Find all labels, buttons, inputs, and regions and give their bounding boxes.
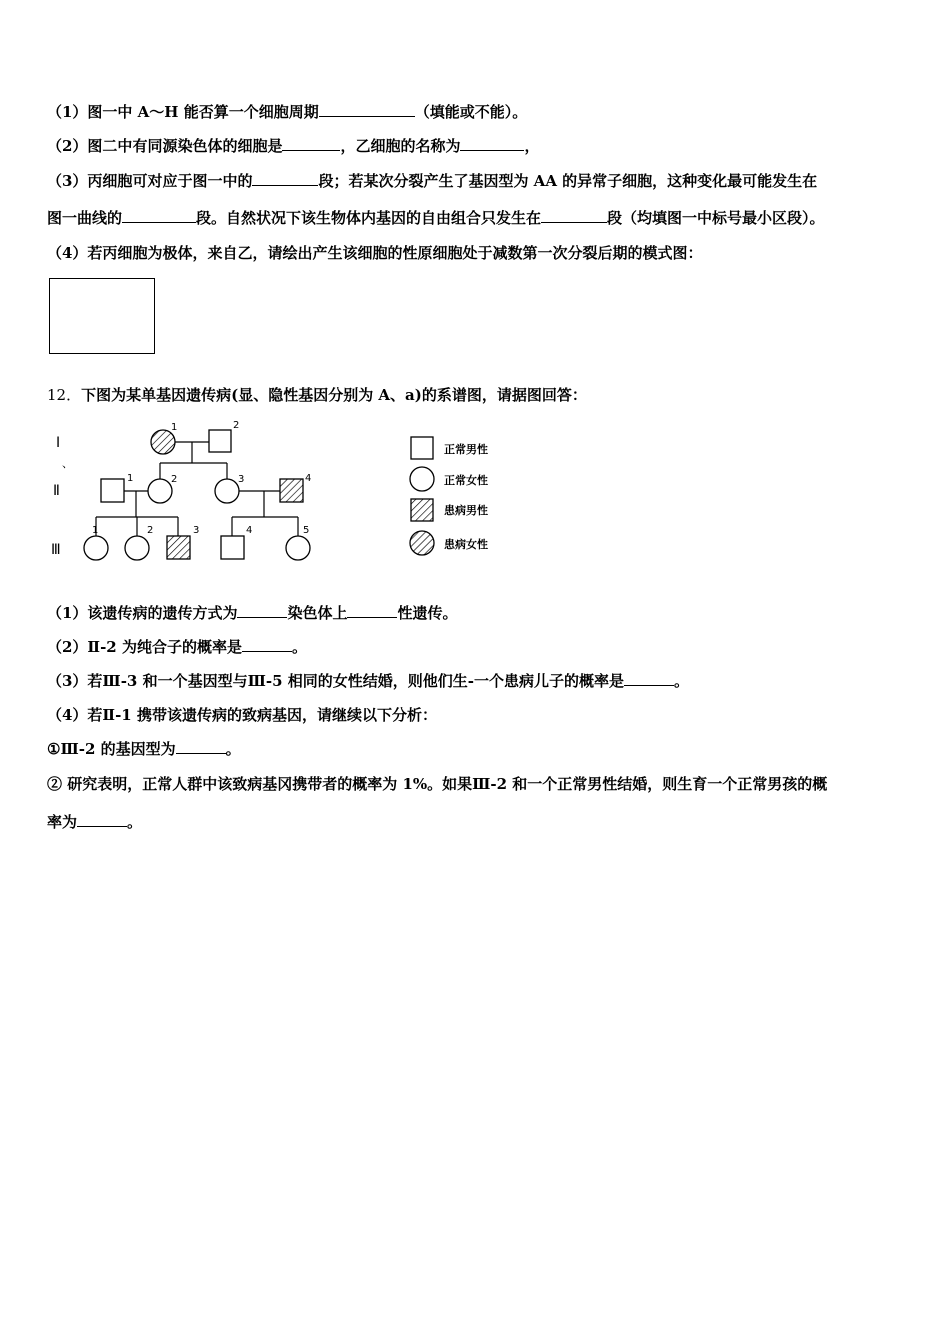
q-text: 。 [291, 638, 307, 656]
generation-label-2: Ⅱ [53, 483, 60, 499]
individual-I-1 [151, 430, 175, 454]
question-12-stem [47, 385, 587, 405]
label-I-2: 2 [233, 420, 240, 431]
individual-II-3 [215, 479, 239, 503]
individual-II-2 [148, 479, 172, 503]
individual-III-3 [167, 536, 190, 559]
q-text: （1）该遗传病的遗传方式为 [47, 604, 238, 622]
question-part1-3a [47, 171, 817, 191]
q-text: 。 [225, 740, 241, 758]
label-II-3: 3 [238, 474, 245, 485]
question-12-2 [47, 637, 307, 657]
q-text: 。 [127, 813, 143, 831]
q-text: 图一曲线的 [47, 209, 123, 227]
question-number: 12． [47, 386, 82, 404]
q-text: （4）若丙细胞为极体，来自乙，请绘出产生该细胞的性原细胞处于减数第一次分裂后期的模式图： [47, 244, 703, 262]
answer-blank[interactable] [624, 671, 674, 686]
label-II-4: 4 [305, 473, 312, 484]
question-12-1 [47, 603, 457, 623]
label-III-3: 3 [193, 525, 200, 536]
answer-blank[interactable] [460, 136, 524, 151]
answer-blank[interactable] [237, 603, 287, 618]
answer-blank[interactable] [122, 208, 196, 223]
q-text: 段。自然状况下该生物体内基因的自由组合只发生在 [196, 209, 542, 227]
legend-affected-male-symbol [411, 499, 433, 521]
question-12-4-2a [47, 774, 827, 794]
q-text: ② 研究表明，正常人群中该致病基冈携带者的概率为 1%。如果Ⅲ-2 和一个正常男性结婚，则生育一个正常男孩的概 [47, 775, 828, 793]
label-III-2: 2 [147, 525, 154, 536]
legend-affected-female-symbol [410, 531, 434, 555]
generation-label-mark: 、 [62, 457, 73, 470]
generation-label-1: Ⅰ [56, 435, 61, 451]
question-part1-2 [47, 136, 539, 156]
q-text: 性遗传。 [397, 604, 458, 622]
q-text: （1）图一中 A～H 能否算一个细胞周期 [47, 103, 319, 121]
q-text: （4）若Ⅱ-1 携带该遗传病的致病基因，请继续以下分析： [47, 706, 437, 724]
legend-affected-male-label: 患病男性 [444, 504, 488, 517]
label-II-1: 1 [127, 473, 134, 484]
question-part1-3b [47, 208, 825, 228]
question-12-4-2b [47, 812, 142, 832]
legend-normal-male-label: 正常男性 [444, 443, 488, 456]
pedigree-chart [40, 415, 520, 575]
drawing-answer-box[interactable] [49, 278, 155, 354]
q-text: ，乙细胞的名称为 [340, 137, 461, 155]
question-part1-1 [47, 102, 527, 122]
legend-normal-female-symbol [410, 467, 434, 491]
individual-II-1 [101, 479, 124, 502]
q-text: （2）图二中有同源染色体的细胞是 [47, 137, 283, 155]
generation-label-3: Ⅲ [51, 542, 61, 558]
answer-blank[interactable] [541, 208, 607, 223]
answer-blank[interactable] [319, 102, 415, 117]
label-I-1: 1 [171, 422, 178, 433]
answer-blank[interactable] [252, 171, 318, 186]
label-III-4: 4 [246, 525, 253, 536]
question-part1-4 [47, 243, 702, 263]
answer-blank[interactable] [176, 739, 226, 754]
individual-III-2 [125, 536, 149, 560]
answer-blank[interactable] [242, 637, 292, 652]
label-II-2: 2 [171, 474, 178, 485]
individual-II-4 [280, 479, 303, 502]
q-text: （3）丙细胞可对应于图一中的 [47, 172, 253, 190]
q-text: 段；若某次分裂产生了基因型为 AA 的异常子细胞，这种变化最可能发生在 [318, 172, 818, 190]
legend-normal-female-label: 正常女性 [444, 474, 488, 487]
legend-affected-female-label: 患病女性 [444, 538, 488, 551]
legend-normal-male-symbol [411, 437, 433, 459]
q-text: 下图为某单基因遗传病(显、隐性基因分别为 A、a)的系谱图，请据图回答： [81, 386, 587, 404]
q-text: （2）Ⅱ-2 为纯合子的概率是 [47, 638, 242, 656]
q-text: 段（均填图一中标号最小区段）。 [607, 209, 825, 227]
q-text: 率为 [47, 813, 78, 831]
q-text: 染色体上 [287, 604, 348, 622]
q-text: （填能或不能）。 [414, 103, 528, 121]
individual-III-1 [84, 536, 108, 560]
individual-III-5 [286, 536, 310, 560]
individual-III-4 [221, 536, 244, 559]
individual-I-2 [209, 430, 231, 452]
q-text: 。 [673, 672, 689, 690]
q-text: （3）若Ⅲ-3 和一个基因型与Ⅲ-5 相同的女性结婚，则他们生-一个患病儿子的概率是 [47, 672, 624, 690]
answer-blank[interactable] [282, 136, 340, 151]
answer-blank[interactable] [77, 812, 127, 827]
answer-blank[interactable] [347, 603, 397, 618]
q-text: ， [524, 137, 540, 155]
q-text: ①Ⅲ-2 的基因型为 [47, 740, 176, 758]
label-III-5: 5 [303, 525, 310, 536]
label-III-1: 1 [92, 525, 99, 536]
question-12-4 [47, 705, 437, 725]
question-12-4-1 [47, 739, 241, 759]
question-12-3 [47, 671, 689, 691]
